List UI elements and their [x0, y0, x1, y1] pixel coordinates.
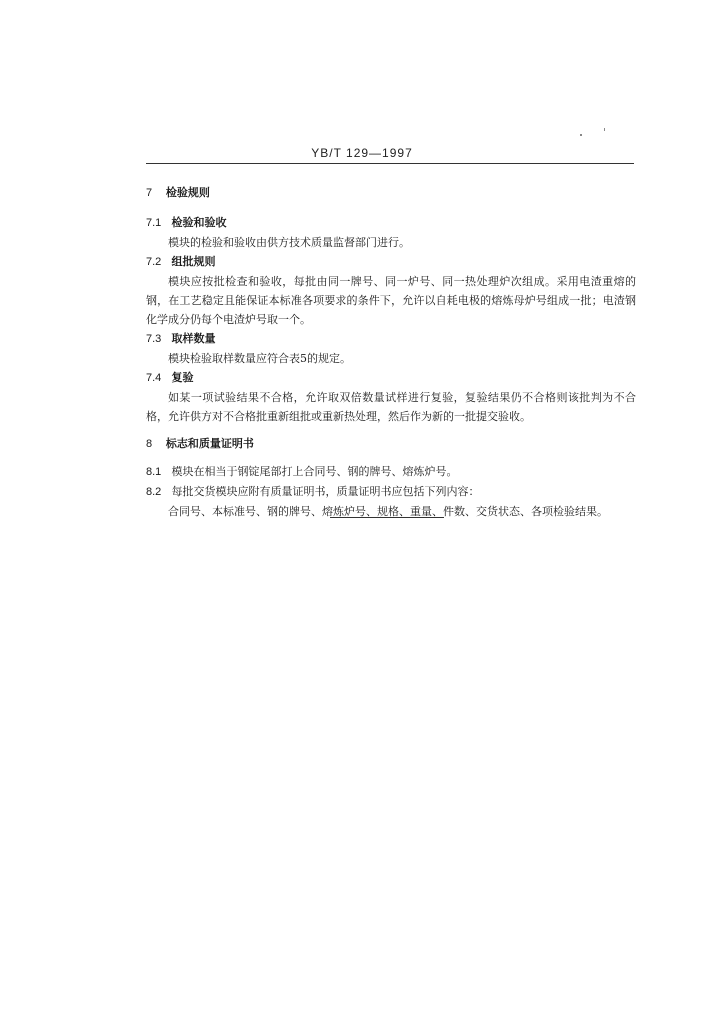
document-body [146, 183, 636, 521]
section-title: 标志和质量证明书 [165, 437, 254, 450]
section-number: 7 [146, 187, 153, 199]
end-of-text-rule [330, 517, 444, 518]
clause-7-4-heading [146, 368, 636, 388]
clause-number: 8.1 [146, 466, 162, 478]
clause-7-1-text: 模块的检验和验收由供方技术质量监督部门进行。 [168, 236, 410, 249]
header-divider [146, 163, 634, 164]
section-8-heading [146, 434, 636, 454]
clause-title: 组批规则 [171, 255, 216, 268]
section-title: 检验规则 [165, 186, 210, 199]
clause-7-2-heading [146, 252, 636, 272]
clause-7-4-text: 如某一项试验结果不合格，允许取双倍数量试样进行复验，复验结果仍不合格则该批判为不合格，允许供方对不合格批重新组批或重新热处理，然后作为新的一批提交验收。 [146, 391, 636, 423]
clause-7-1-heading [146, 213, 636, 233]
section-7-heading [146, 183, 636, 203]
clause-8-2-items: 合同号、本标准号、钢的牌号、熔炼炉号、规格、重量、件数、交货状态、各项检验结果。 [168, 505, 608, 518]
clause-title: 取样数量 [171, 332, 216, 345]
clause-number: 7.2 [146, 256, 162, 268]
clause-title: 检验和验收 [171, 216, 227, 229]
standard-code-header: YB/T 129—1997 [311, 146, 413, 160]
clause-8-2 [146, 482, 636, 502]
clause-number: 7.3 [146, 333, 162, 345]
section-number: 8 [146, 438, 153, 450]
clause-title: 复验 [171, 371, 194, 384]
clause-7-2-text: 模块应按批检查和验收，每批由同一牌号、同一炉号、同一热处理炉次组成。采用电渣重熔的钢，在工艺稳定且能保证本标准各项要求的条件下，允许以自耗电极的熔炼母炉号组成一批；电渣钢化学成分仍每个电渣炉号取一个。 [146, 275, 636, 326]
scan-speck [604, 128, 605, 131]
clause-7-3-text: 模块检验取样数量应符合表5的规定。 [168, 352, 351, 365]
clause-text: 每批交货模块应附有质量证明书，质量证明书应包括下列内容： [171, 485, 480, 498]
clause-number: 8.2 [146, 486, 162, 498]
clause-8-1 [146, 462, 636, 482]
clause-number: 7.1 [146, 217, 162, 229]
clause-7-3-heading [146, 329, 636, 349]
scan-speck [580, 134, 582, 136]
clause-number: 7.4 [146, 372, 162, 384]
clause-text: 模块在相当于钢锭尾部打上合同号、钢的牌号、熔炼炉号。 [171, 465, 458, 478]
